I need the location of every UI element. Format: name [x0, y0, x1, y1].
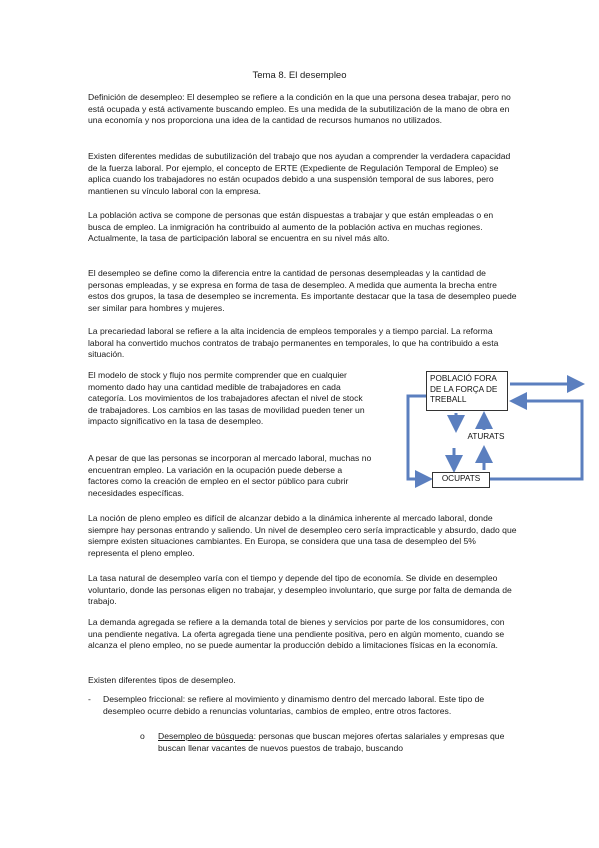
paragraph-aggregate-demand: La demanda agregada se refiere a la demanda total de bienes y servicios por parte de los consumidores, con una pendiente negativa. La oferta agregada tiene una pendiente positiva, pero en algún momento, cuando se alcanza el pleno empleo, no se puede aumentar la producción debido a limitaciones físicas en la economía. — [88, 617, 505, 651]
list-item-text: Desempleo friccional: se refiere al movimiento y dinamismo dentro del mercado laboral. Este tipo de desempleo ocurre debido a renuncias voluntarias, cambios de empleo, entre otros factores. — [103, 694, 485, 716]
paragraph-unemployment-rate: El desempleo se define como la diferencia entre la cantidad de personas desempleadas y la cantidad de personas empleadas, y se expresa en forma de tasa de desempleo. A medida que aumenta la brecha entre estos dos grupos, la tasa de desempleo se incrementa. Es importante destacar que la tasa de desempleo puede ser similar para hombres y mujeres. — [88, 268, 517, 313]
sub-list-term: Desempleo de búsqueda — [158, 731, 254, 741]
employed-box: OCUPATS — [432, 472, 490, 488]
page-title: Tema 8. El desempleo — [252, 70, 347, 81]
paragraph-active-population: La población activa se compone de personas que están dispuestas a trabajar y que están empleadas o en busca de empleo. La inmigración ha contribuido al aumento de la población activa en muchas regiones. Actualmente, la tasa de participación laboral se encuentra en su nivel más alto. — [88, 210, 494, 244]
paragraph-subutilization: Existen diferentes medidas de subutilización del trabajo que nos ayudan a comprender la verdadera capacidad de la fuerza laboral. Por ejemplo, el concepto de ERTE (Expediente de Regulación Temporal de Empleo) se aplica cuando los trabajadores no están ocupados debido a una suspensión temporal de sus labores, pero mantienen su vínculo laboral con la empresa. — [88, 151, 511, 196]
paragraph-types-intro: Existen diferentes tipos de desempleo. — [88, 675, 236, 685]
paragraph-precarity: La precariedad laboral se refiere a la alta incidencia de empleos temporales y a tiempo parcial. La reforma laboral ha convertido muchos contratos de trabajo permanentes en temporales, lo que ha contribuido a esta situación. — [88, 326, 499, 360]
sub-list-description: : personas que buscan mejores ofertas salariales y empresas que buscan llenar vacantes de nuevos puestos de trabajo, buscando — [158, 731, 505, 753]
bullet-marker: - — [88, 694, 91, 704]
sub-bullet-marker: o — [140, 731, 145, 741]
paragraph-labor-market: A pesar de que las personas se incorporan al mercado laboral, muchas no encuentran empleo. La variación en la ocupación puede deberse a factores como la creación de empleo en el sector público para cubrir necesidades específicas. — [88, 453, 372, 498]
population-outside-labor-box: POBLACIÓ FORA DE LA FORÇA DE TREBALL — [426, 371, 508, 411]
unemployed-box: ATURATS — [458, 431, 514, 445]
paragraph-natural-rate: La tasa natural de desempleo varía con el tiempo y depende del tipo de economía. Se divide en desempleo voluntario, donde las personas eligen no trabajar, y desempleo involuntario, que surge por falta de demanda de trabajo. — [88, 573, 512, 607]
paragraph-stock-flow: El modelo de stock y flujo nos permite comprender que en cualquier momento dado hay una cantidad medible de trabajadores en cada categoría. Los movimientos de los trabajadores afectan el nivel de stock de trabajadores. Los cambios en las tasas de movilidad pueden tener un impacto significativo en la tasa de desempleo. — [88, 370, 365, 427]
paragraph-full-employment: La noción de pleno empleo es difícil de alcanzar debido a la dinámica inherente al mercado laboral, donde siempre hay personas entrando y saliendo. Un nivel de desempleo cero sería impracticable y absurdo, dado que siempre existen situaciones cambiantes. En Europa, se considera que una tasa de desempleo del 5% representa el pleno empleo. — [88, 513, 517, 558]
stock-flow-diagram — [400, 368, 590, 490]
sub-list-item-text — [158, 731, 518, 754]
paragraph-definition: Definición de desempleo: El desempleo se refiere a la condición en la que una persona desea trabajar, pero no está ocupada y está activamente buscando empleo. Es una medida de la subutilización de la mano de obra en una economía y nos proporciona una idea de la cantidad de recursos humanos no utilizados. — [88, 92, 511, 126]
